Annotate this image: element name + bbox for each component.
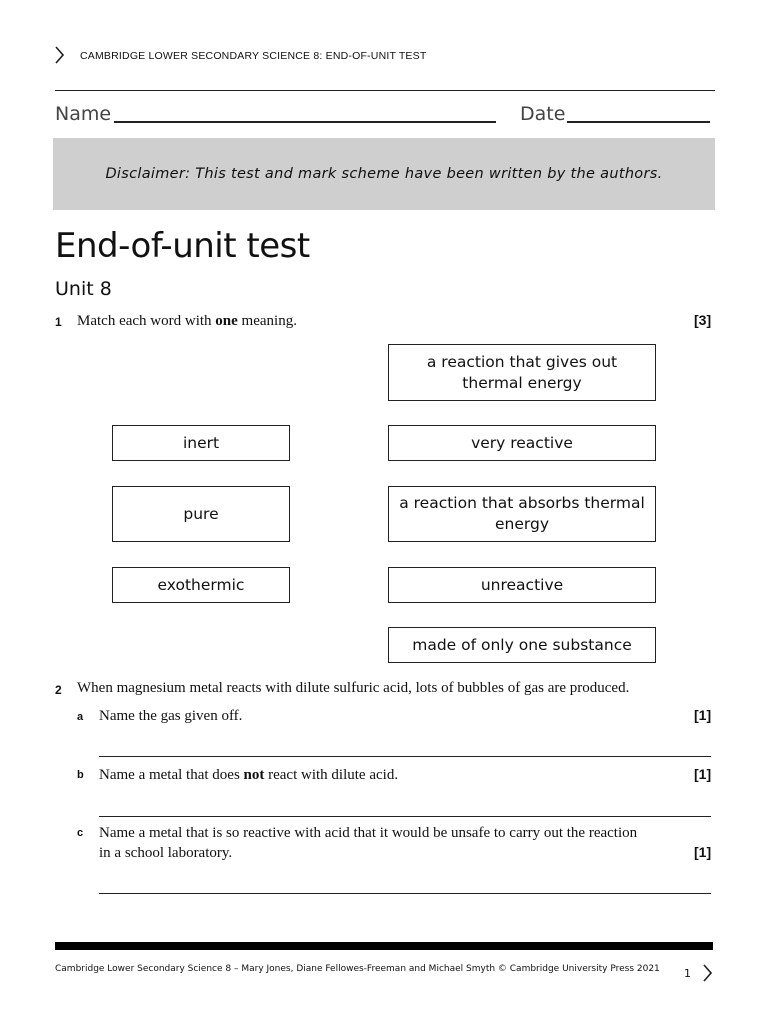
meaning-box-gives-out-thermal-energy[interactable] — [388, 344, 656, 401]
meaning-box-one-substance[interactable] — [388, 627, 656, 663]
disclaimer-banner — [53, 138, 715, 210]
answer-line[interactable] — [99, 756, 711, 757]
unit-subtitle: Unit 8 — [55, 278, 112, 300]
part-text-segment: Name a metal that does — [99, 767, 244, 783]
part-text-line2: in a school laboratory. — [99, 845, 233, 861]
part-text — [99, 765, 398, 785]
meaning-box-unreactive[interactable] — [388, 567, 656, 603]
date-field[interactable] — [567, 121, 710, 123]
question-text — [77, 311, 297, 331]
part-text: Name the gas given off. — [99, 708, 243, 724]
part-letter: b — [77, 769, 84, 781]
word-label: inert — [182, 433, 220, 452]
date-label: Date — [520, 103, 566, 125]
meaning-label: made of only one substance — [412, 635, 632, 654]
answer-line[interactable] — [99, 816, 711, 817]
question-text-emphasis: one — [215, 313, 238, 329]
footer-bar — [55, 942, 713, 950]
meaning-label: a reaction that absorbs thermal energy — [399, 494, 645, 533]
word-box-exothermic[interactable] — [112, 567, 290, 603]
part-text-segment: react with dilute acid. — [264, 767, 399, 783]
header-rule — [55, 90, 715, 91]
marks-label: [3] — [694, 312, 712, 328]
disclaimer-text: Disclaimer: This test and mark scheme have been written by the authors. — [105, 166, 663, 182]
question-number: 1 — [55, 315, 62, 329]
name-field[interactable] — [114, 121, 496, 123]
footer-credit: Cambridge Lower Secondary Science 8 – Mary Jones, Diane Fellowes-Freeman and Michael Smyth © Cambridge University Press 2021 — [55, 964, 660, 974]
meaning-label: very reactive — [471, 433, 573, 452]
question-text-part: meaning. — [237, 313, 297, 329]
meaning-box-absorbs-thermal-energy[interactable] — [388, 486, 656, 542]
marks-label: [1] — [694, 707, 712, 723]
question-text: When magnesium metal reacts with dilute sulfuric acid, lots of bubbles of gas are produced. — [77, 680, 630, 696]
word-label: pure — [183, 504, 219, 523]
chevron-right-icon[interactable] — [702, 964, 712, 985]
answer-line[interactable] — [99, 893, 711, 894]
word-label: exothermic — [157, 575, 245, 594]
page-number: 1 — [684, 967, 691, 980]
part-letter: c — [77, 827, 84, 839]
marks-label: [1] — [694, 844, 712, 860]
meaning-box-very-reactive[interactable] — [388, 425, 656, 461]
word-box-inert[interactable] — [112, 425, 290, 461]
running-header: CAMBRIDGE LOWER SECONDARY SCIENCE 8: END-OF-UNIT TEST — [80, 50, 427, 62]
part-letter: a — [77, 711, 84, 723]
word-box-pure[interactable] — [112, 486, 290, 542]
page-title: End-of-unit test — [55, 226, 310, 266]
part-text-line1: Name a metal that is so reactive with acid that it would be unsafe to carry out the reaction — [99, 825, 638, 841]
part-text-emphasis: not — [243, 767, 265, 783]
chevron-right-icon[interactable] — [54, 46, 64, 67]
name-label: Name — [55, 103, 112, 125]
marks-label: [1] — [694, 766, 712, 782]
meaning-label: a reaction that gives out thermal energy — [426, 352, 618, 392]
question-text-part: Match each word with — [77, 313, 216, 329]
question-number: 2 — [55, 683, 62, 697]
meaning-label: unreactive — [480, 575, 564, 594]
